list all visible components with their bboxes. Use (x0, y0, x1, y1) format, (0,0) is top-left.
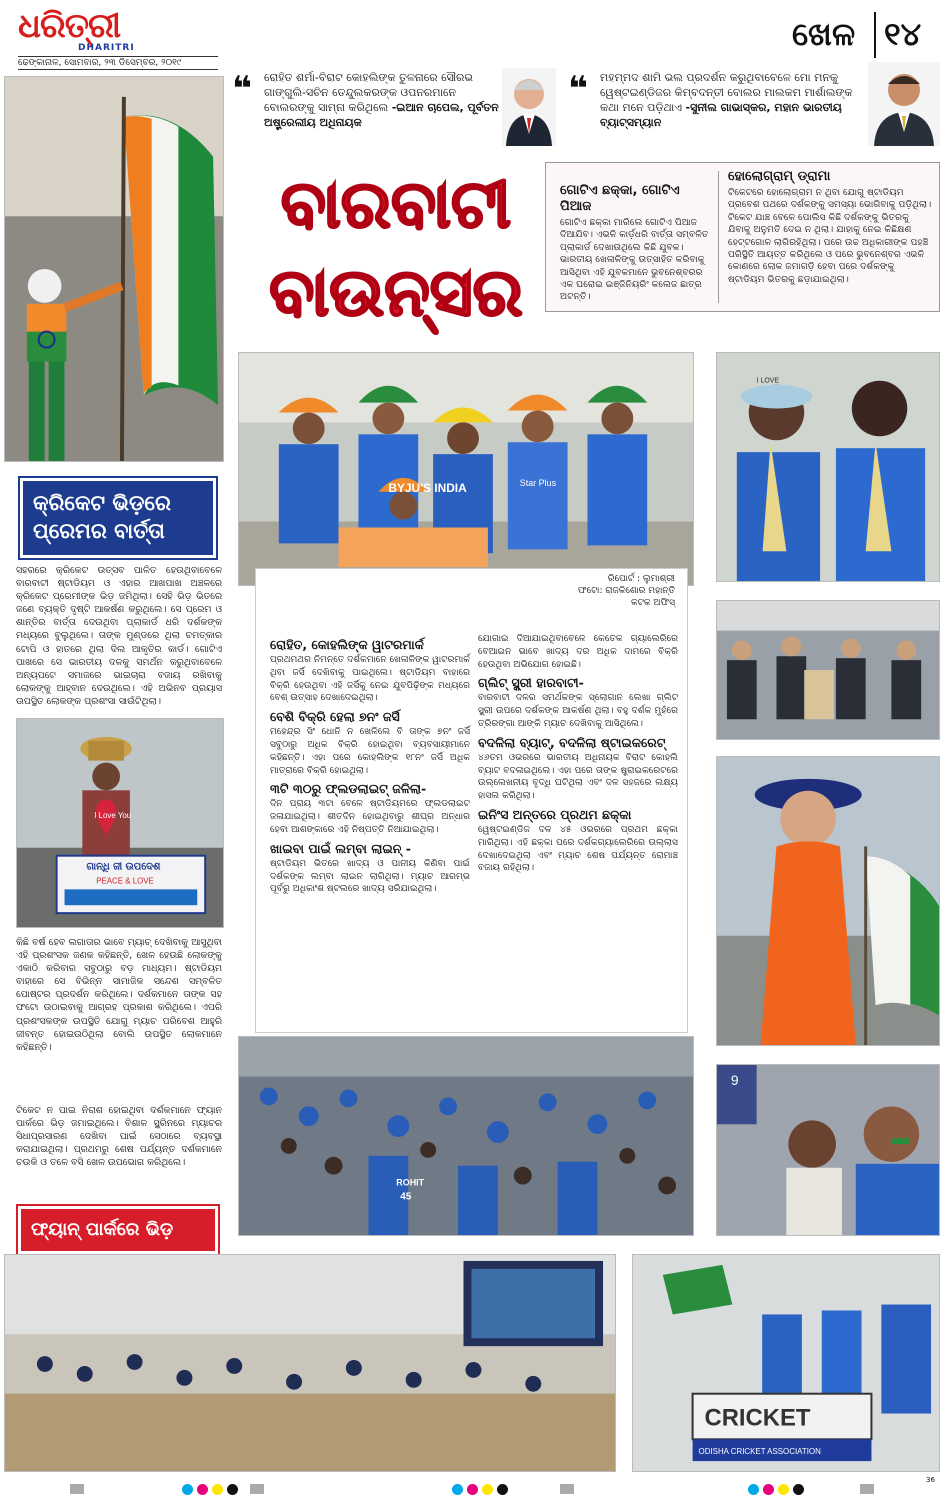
quote-text: ମହମ୍ମଦ ଶାମି ଭଲ ପ୍ରଦର୍ଶନ କରୁଥିବାବେଳେ ମୋ ମନକୁ ୱେଷ୍ଟଇଣ୍ଡିଜର କିମ୍ବଦନ୍ତୀ ବୋଲର ମାଲକମ ମାର୍ଶାଲଙ୍କ କଥା ମନେ ପଡ଼ିଥାଏ (600, 71, 853, 114)
section-title: ଖେଳ (792, 15, 856, 53)
banner-subtext: ODISHA CRICKET ASSOCIATION (698, 1447, 821, 1457)
photo-vip-svg (717, 601, 939, 739)
yellow-swatch (212, 1484, 223, 1495)
article-subhead: ଖାଇବା ପାଇଁ ଲମ୍ବା ଲାଇନ୍ - (270, 840, 411, 856)
story-title-line2: ପ୍ରେମର ବାର୍ତ୍ତା (33, 519, 165, 543)
article-paragraph: ବାରବାଟୀ ଦଳର ସମର୍ଥକଙ୍କ ସ୍ଲୋଗାନ ଲେଖା ଗ୍ଲିଟ ସ୍କ୍ରୀ ଉପରେ ଦର୍ଶକଙ୍କ ଆକର୍ଷଣ ଥିଲା। ବହୁ ଦର୍ଶକ ମୁହଁରେ ତ୍ରିରଙ୍ଗା ଆଙ୍କି ମ୍ୟାଚ ଦେଖିବାକୁ ଆସିଥିଲେ। (478, 693, 678, 729)
fan-shirt-text: I LOVE (756, 377, 779, 385)
newspaper-logo (18, 8, 168, 56)
registration-bar (70, 1484, 84, 1494)
sidebar-box (545, 162, 940, 312)
page-number: ୧୪ (884, 15, 922, 53)
print-registration-strip (0, 1476, 945, 1498)
quote-chappell (232, 70, 500, 146)
photo-peace-fan-svg (17, 719, 223, 927)
article-paragraph: ଦିନ ପ୍ରାୟ ୩ଟା ବେଳେ ଷ୍ଟାଡିୟମରେ ଫ୍ଲଡଲାଇଟ ଜଳାଯାଇଥିଲା। ଶୀତଦିନ ହୋଇଥିବାରୁ ଶୀଘ୍ର ଅନ୍ଧାର ହେବା ଆଶଙ୍କାରେ ଏହି ନିଷ୍ପତ୍ତି ନିଆଯାଇଥିଲା। (270, 799, 470, 835)
fan-park-title: ଫ୍ୟାନ୍ ପାର୍କରେ ଭିଡ଼ (18, 1206, 218, 1254)
photo-crowd-svg (239, 1037, 693, 1235)
quote-gavaskar (568, 70, 860, 146)
photo-vip-gallery (716, 600, 940, 740)
article-subhead: ବଦଳିଲା ବ୍ୟାଟ୍, ବଦଳିଲା ଷ୍ଟାଇକରେଟ୍ (478, 734, 666, 750)
sidebar-col-hologram (728, 169, 933, 286)
color-swatches-left (182, 1484, 238, 1495)
stall-number: 9 (730, 1071, 739, 1088)
article-paragraph: ୱେଷ୍ଟଇଣ୍ଡିଜ ଦଳ ୪୫ ଓଭରରେ ପ୍ରଥମ ଛକ୍କା ମାରିଥିଲା। ଏହି ଛକ୍କା ପରେ ଦର୍ଶକଗ୍ୟାଲେରିରେ ଉଲ୍ଲାସ ଦେଖାଦେଇଥିଲା ଏବଂ ମ୍ୟାଚ ଶେଷ ପର୍ଯ୍ୟନ୍ତ ରୋମାଞ୍ଚ ବଜାୟ ରହିଥିଲା। (478, 824, 678, 874)
photo-face-paint (716, 1064, 940, 1236)
quote-mark-icon: ❝ (232, 69, 252, 109)
sidebar-hologram-title: ହୋଲୋଗ୍ରାମ୍ ଡ୍ରାମା (728, 169, 831, 184)
jersey-text: BYJU'S INDIA (388, 480, 467, 495)
article-paragraph: ଯୋଗାଇ ଦିଆଯାଇଥିବାବେଳେ କେତେକ ଗ୍ୟାଲେରିରେ ବେଆଇନ ଭାବେ ଖାଦ୍ୟ ଦର ଅଧିକ ଦାମରେ ବିକ୍ରି ହେଉଥିବା ଅଭିଯୋଗ ହୋଇଛି। (478, 634, 678, 670)
quote-text: ରୋହିତ ଶର୍ମା-ବିରାଟ କୋହଲିଙ୍କ ତୁଳନାରେ ସୌରଭ ଗାଙ୍ଗୁଲି-ସଚିନ ତେନ୍ଦୁଲକରଙ୍କ ଓପନରମାନେ ବୋଲରଙ୍କୁ ସାମ୍ନା କରିଥିଲେ (264, 71, 473, 114)
sidebar-onion-title: ଗୋଟିଏ ଛକ୍କା, ଗୋଟିଏ ପିଆଜ (560, 183, 680, 214)
photo-turban-fans-svg (239, 353, 693, 585)
poster-title: ଗାନ୍ଧି ଜୀ ଉପଦେଶ (86, 861, 161, 873)
article-subhead: ୩ଟି ୩୦ରୁ ଫ୍ଲଡଲାଇଟ୍ ଜଳିଲା- (270, 781, 427, 797)
main-headline (246, 160, 546, 350)
article-column-2 (478, 633, 678, 875)
article-subhead: ଗ୍ଲିଟ୍ ସ୍କ୍ରୀ ହାରବାଟୀ- (478, 675, 584, 691)
cyan-swatch (748, 1484, 759, 1495)
yellow-swatch (482, 1484, 493, 1495)
credit-reporter: ରିପୋର୍ଟ : ଲୁମାଶ୍ରୀ (607, 574, 675, 584)
photo-girls-vuvuzela (716, 352, 940, 582)
photo-woman-flag-svg (717, 757, 939, 1045)
photo-fan-park-screen (4, 1254, 616, 1472)
article-subhead: ରୋହିତ, କୋହଲିଙ୍କ ୱାଟରମାର୍କ (270, 637, 424, 652)
cyan-swatch (182, 1484, 193, 1495)
registration-bar (250, 1484, 264, 1494)
article-paragraph: ମହେନ୍ଦ୍ର ସିଂ ଧୋନି ନ ଖେଳିଲେ ବି ତାଙ୍କ ୭ନଂ ଜର୍ସି ସବୁଠାରୁ ଅଧିକ ବିକ୍ରି ହୋଇଥିବା ବ୍ୟବସାୟୀମାନେ କହିଛନ୍ତି। ଏହା ପରେ କୋହଲିଙ୍କ ୧୮ନଂ ଜର୍ସି ଅଧିକ ମାତ୍ରାରେ ବିକ୍ରି ହୋଇଥିଲା। (270, 727, 470, 776)
photo-banner-svg (633, 1255, 939, 1471)
black-swatch (227, 1484, 238, 1495)
yellow-swatch (778, 1484, 789, 1495)
photo-face-paint-svg (717, 1065, 939, 1235)
article-paragraph: ୪୬ତମ ଓଭରରେ ଭାରତୀୟ ଅଧିନାୟକ ବିରାଟ କୋହଲି ବ୍ୟାଟ ବଦଳାଇଥିଲେ। ଏହା ପରେ ତାଙ୍କ ଷ୍ଟ୍ରାଇକରେଟରେ ଉଲ୍ଲେଖନୀୟ ବୃଦ୍ଧି ଘଟିଥିଲା ଏବଂ ଦଳ ସହଜରେ ଲକ୍ଷ୍ୟ ହାସଲ କରିଥିଲା। (478, 752, 678, 802)
jersey-number-text: 45 (400, 1191, 412, 1203)
sidebar-divider (718, 171, 719, 303)
registration-bar (560, 1484, 574, 1494)
headline-line1: ବାରବାଟୀ (280, 165, 512, 243)
sidebar-onion-text: ଗୋଟିଏ ଛକ୍କା ମାରିଲେ ଗୋଟିଏ ପିଆଜ ଦିଆଯିବ। ଏଭଳି କାର୍ଡ଼ଧରି ବାର୍ତ୍ତା ସମ୍ବଳିତ ପ୍ଲାକାର୍ଡ ଦେଖାଉଥିଲେ କିଛି ଯୁବକ। ଭାରତୀୟ ଖେଳାଳିଙ୍କୁ ଉତ୍ସାହିତ କରିବାକୁ ଆସିଥିବା ଏହି ଯୁବକମାନେ ଭୁବନେଶ୍ବରର ଏକ ଘରୋଇ ଇଞ୍ଜିନିୟରିଂ କଲେଜ ଛାତ୍ର ଅଟନ୍ତି। (560, 217, 709, 303)
jersey-name-text: ROHIT (396, 1177, 425, 1188)
photo-fan-with-flag (4, 76, 224, 462)
article-paragraph: ପ୍ରଥମଥର ନିମନ୍ତେ ଦର୍ଶକମାନେ ଖେଳାଳିଙ୍କ ୱାଟରମାର୍କ ଥିବା ଜର୍ସି ଦେଖିବାକୁ ପାଇଥିଲେ। ଷ୍ଟାଡିୟମ ବାହାରେ ବିକ୍ରି ହେଉଥିବା ଏହି ଜର୍ସିକୁ ନେଇ ଯୁବପିଢ଼ିଙ୍କ ମଧ୍ୟରେ ବେଶ୍ ଉତ୍ସାହ ଦେଖାଦେଇଥିଲା। (270, 655, 470, 704)
quote-mark-icon: ❝ (568, 69, 588, 109)
article-paragraph: ଷ୍ଟାଡିୟମ ଭିତରେ ଖାଦ୍ୟ ଓ ପାନୀୟ କିଣିବା ପାଇଁ ଦର୍ଶକଙ୍କ ଲମ୍ବା ଲାଇନ ଲାଗିଥିଲା। ମ୍ୟାଚ ଆରମ୍ଭ ପୂର୍ବରୁ ଅଧିକାଂଶ ଷ୍ଟଲରେ ଖାଦ୍ୟ ସରିଯାଇଥିଲା। (270, 858, 470, 895)
portrait-chappell-svg (502, 68, 556, 146)
story-title-box (20, 478, 216, 558)
photo-girls-svg (717, 353, 939, 581)
sidebar-hologram-text: ଟିକେଟରେ ହୋଲୋଗ୍ରାମ ନ ଥିବା ଯୋଗୁ ଷ୍ଟାଡିୟମ ପ୍ରବେଶ ପଥରେ ଦର୍ଶକଙ୍କୁ ସମସ୍ୟା ଭୋଗିବାକୁ ପଡ଼ିଥିଲା। ଟିକେଟ ଯାଞ୍ଚ ବେଳେ ପୋଲିସ କିଛି ଦର୍ଶକଙ୍କୁ ଭିତରକୁ ଯିବାକୁ ଅନୁମତି ଦେଇ ନ ଥିଲା। ଯାହାକୁ ନେଇ କିଛିକ୍ଷଣ ହେଟ୍ଟଗୋଳ ଲାଗିରହିଥିଲା। ପରେ ଉଚ୍ଚ ଅଧିକାରୀଙ୍କ ପହଞ୍ଚି ପରିସ୍ଥିତି ଆୟତ୍ତ କରିଥିଲେ ଓ ପରେ ଭୁବନେଶ୍ବର ଏଭଳି କୋଣରେ ଲୋକ ଜମାଗଡ଼ି ହେବା ପରେ ଦର୍ଶକଙ୍କୁ ଷ୍ଟାଡିୟମ ଭିତରକୁ ଛଡ଼ାଯାଇଥିଲା। (728, 187, 932, 285)
portrait-ian-chappell (502, 68, 556, 146)
jersey-text-sponsor: Star Plus (519, 477, 557, 488)
color-swatches-right (748, 1484, 804, 1495)
page-code: 36 (926, 1476, 935, 1484)
color-swatches-center (452, 1484, 508, 1495)
logo-text: ଧରିତ୍ରୀ (18, 6, 121, 46)
credit-office: କଟକ ଅଫିସ୍ (630, 598, 675, 608)
poster-subtitle: PEACE & LOVE (96, 876, 154, 886)
banner-text: CRICKET (704, 1404, 811, 1432)
photo-peace-fan (16, 718, 224, 928)
quote-attribution: -ଇଆନ ଚାପେଲ, ପୂର୍ବତନ ଅଷ୍ଟ୍ରେଲୀୟ ଅଧିନାୟକ (264, 101, 499, 129)
photo-woman-flag (716, 756, 940, 1046)
article-subhead: ଇନିଂସ ଅନ୍ତରେ ପ୍ରଥମ ଛକ୍କା (478, 806, 632, 822)
dateline: ଢେଙ୍କାନାଳ, ସୋମବାର, ୨୩ ଡିସେମ୍ବର, ୨୦୧୯ (18, 56, 218, 70)
magenta-swatch (467, 1484, 478, 1495)
registration-bar (860, 1484, 874, 1494)
sidebar-col-onion (560, 183, 710, 304)
fan-park-body: ଟିକେଟ ନ ପାଇ ନିରାଶ ହୋଇଥିବା ଦର୍ଶକମାନେ ଫ୍ୟାନ ପାର୍କରେ ଭିଡ଼ ଜମାଇଥିଲେ। ବିଶାଳ ସ୍କ୍ରିନରେ ମ୍ୟାଚର ସିଧାପ୍ରସାରଣ ଦେଖିବା ପାଇଁ ସେଠାରେ ବ୍ୟବସ୍ଥା କରାଯାଇଥିଲା। ପ୍ରଥମରୁ ଶେଷ ପର୍ଯ୍ୟନ୍ତ ଦର୍ଶକମାନେ ଚଉକି ଓ ତଳେ ବସି ଖେଳ ଉପଭୋଗ କରିଥିଲେ। (16, 1105, 222, 1169)
magenta-swatch (197, 1484, 208, 1495)
magenta-swatch (763, 1484, 774, 1495)
story-body-love: ସହରରେ କ୍ରିକେଟ ଉତ୍ସବ ପାଳିତ ହେଉଥିବାବେଳେ ବାରବାଟୀ ଷ୍ଟାଡିୟମ ଓ ଏହାର ଆଖପାଖ ଅଞ୍ଚଳରେ କ୍ରିକେଟ ପ୍ରେମୀଙ୍କ ଭିଡ଼ ଜମିଥିଲା। ସେହି ଭିଡ଼ ଭିତରେ ଜଣେ ବ୍ୟକ୍ତି ଦୃଷ୍ଟି ଆକର୍ଷଣ କରୁଥିଲେ। ସେ ପ୍ରେମ ଓ ଶାନ୍ତିର ବାର୍ତ୍ତା ଦେଉଥିବା ପ୍ଲାକାର୍ଡ ଧରି ଦର୍ଶକଙ୍କ ମଧ୍ୟରେ ବୁଲୁଥିଲେ। ତାଙ୍କ ମୁଣ୍ଡରେ ଥିଲା ଚମତ୍କାର ଟୋପି ଓ ହାତରେ ଥିଲା ଦିଲ ଆକୃତିର କାର୍ଡ। ଗୋଟିଏ ପାଖରେ ସେ ଭାରତୀୟ ଦଳକୁ ସମର୍ଥନ କରୁଥିବାବେଳେ ଅନ୍ୟପଟେ ସମାଜରେ ଭାଇଚାରା ବଜାୟ ରଖିବାକୁ ଲୋକଙ୍କୁ ଆହ୍ବାନ ଦେଉଥିଲେ। ଏହି ଅଭିନବ ପ୍ରୟାସ ଉପସ୍ଥିତ ଲୋକଙ୍କ ପ୍ରଶଂସା ସାଉଁଟିଥିଲା। (16, 565, 222, 707)
story-body-love-2: କିଛି ବର୍ଷ ହେବ ଲଗାତାର ଭାବେ ମ୍ୟାଚ୍ ଦେଖିବାକୁ ଆସୁଥିବା ଏହି ପ୍ରଶଂସକ ଜଣକ କହିଛନ୍ତି, ଖେଳ ହେଉଛି ଲୋକଙ୍କୁ ଏକାଠି କରିବାର ସବୁଠାରୁ ବଡ଼ ମାଧ୍ୟମ। ଷ୍ଟାଡିୟମ ବାହାରେ ସେ ବିଭିନ୍ନ ସାମାଜିକ ସନ୍ଦେଶ ସମ୍ବଳିତ ପୋଷ୍ଟର ପ୍ରଦର୍ଶନ କରିଥିଲେ। ଦର୍ଶକମାନେ ତାଙ୍କ ସହ ଫଟୋ ଉଠାଇବାକୁ ଆଗ୍ରହ ପ୍ରକାଶ କରିଥିଲେ। ଏପରି ପ୍ରଶଂସକଙ୍କ ଉପସ୍ଥିତି ଯୋଗୁ ମ୍ୟାଚ ପରିବେଶ ଆହୁରି ଜୀବନ୍ତ ହୋଇଉଠିଥିଲା ବୋଲି ଉପସ୍ଥିତ ଲୋକମାନେ କହିଛନ୍ତି। (16, 937, 222, 1053)
section-divider (874, 12, 876, 58)
photo-crowd (238, 1036, 694, 1236)
portrait-sunil-gavaskar (868, 62, 940, 146)
card-text: I Love You (94, 811, 132, 821)
photo-cricket-banner (632, 1254, 940, 1472)
quote-attribution: -ସୁନୀଲ ଗାଭାସ୍କର, ମହାନ ଭାରତୀୟ ବ୍ୟାଟ୍ସମ୍ୟାନ (600, 101, 842, 129)
article-subhead: ବେଶି ବିକ୍ରି ହେଲା ୭ନଂ ଜର୍ସି (270, 709, 400, 725)
photo-fan-park-svg (5, 1255, 615, 1471)
cyan-swatch (452, 1484, 463, 1495)
section-header (792, 8, 942, 60)
photo-turban-fans (238, 352, 694, 586)
article-column-1 (270, 633, 470, 896)
logo-subtext: DHARITRI (78, 43, 135, 53)
credit-photo: ଫଟୋ: ରାଜକିଶୋର ମହାନ୍ତି (578, 586, 675, 596)
headline-line2: ବାଉନ୍ସର (269, 253, 523, 331)
center-article (255, 568, 688, 1033)
photo-fan-flag-svg (5, 77, 223, 461)
black-swatch (497, 1484, 508, 1495)
black-swatch (793, 1484, 804, 1495)
story-title-line1: କ୍ରିକେଟ ଭିଡ଼ରେ (33, 491, 171, 515)
portrait-gavaskar-svg (868, 62, 940, 146)
article-credit (578, 573, 675, 609)
